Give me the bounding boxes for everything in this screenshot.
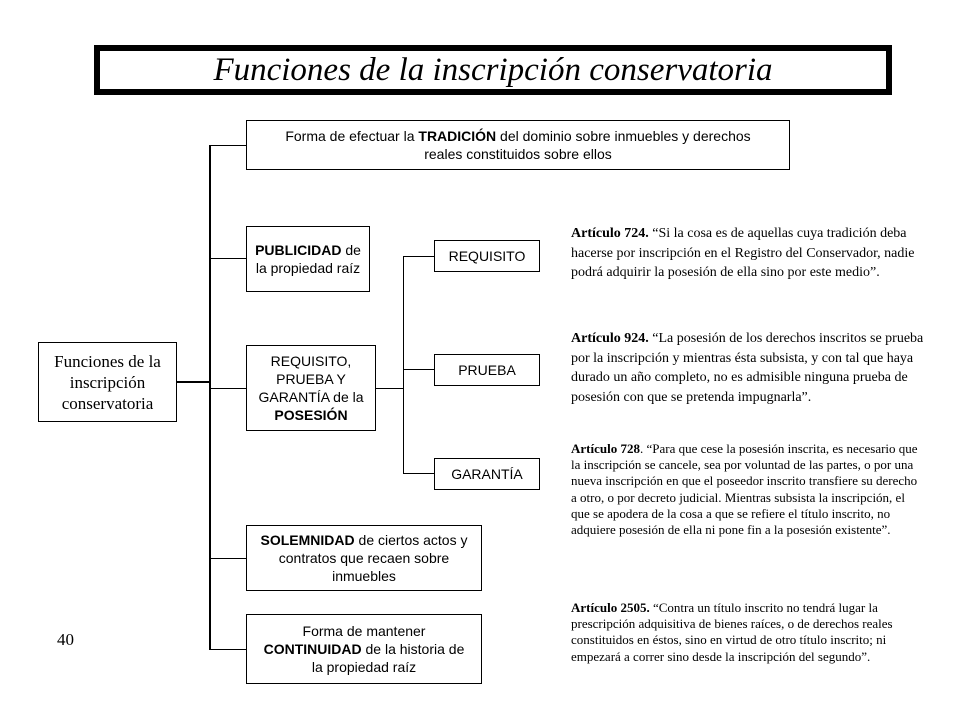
page-title: Funciones de la inscripción conservatoria: [213, 51, 773, 88]
function-label: PUBLICIDAD de la propiedad raíz: [255, 242, 361, 276]
connector-main-trunk: [209, 145, 211, 650]
posesion-node-requisito: [434, 240, 540, 272]
connector-branch-garantia: [403, 473, 435, 474]
connector-branch-publicidad: [209, 258, 247, 259]
posesion-node-garantia: [434, 458, 540, 490]
root-node: [38, 342, 177, 422]
function-label: REQUISITO, PRUEBA Y GARANTÍA de la POSESIÓN: [258, 353, 364, 423]
title-banner: [94, 45, 892, 95]
function-node-solemnidad: [246, 525, 482, 591]
article-728: Artículo 728. “Para que cese la posesión inscrita, es necesario que la inscripción se cancele, sea por voluntad de las partes, o por una nueva inscripción en que el poseedor inscrito transfiere su derecho a otro, o por decreto judicial. Mientras subsista la inscripción, el que se apodera de la cosa a que se refiere el título inscrito, no adquiere posesión de ella ni pone fin a la posesión existente”.: [571, 441, 918, 538]
connector-branch-solemnidad: [209, 558, 247, 559]
connector-posesion-trunk: [403, 256, 404, 474]
connector-root-out: [176, 381, 210, 383]
connector-branch-tradicion: [209, 145, 247, 146]
connector-branch-prueba: [403, 369, 435, 370]
root-node-label: Funciones de la inscripción conservatoria: [54, 351, 161, 413]
function-label: Forma de mantener CONTINUIDAD de la historia de la propiedad raíz: [263, 623, 465, 675]
function-label: SOLEMNIDAD de ciertos actos y contratos que recaen sobre inmuebles: [260, 532, 468, 584]
connector-branch-posesion: [209, 388, 247, 389]
function-node-publicidad: [246, 226, 370, 292]
function-node-continuidad: [246, 614, 482, 684]
article-924: Artículo 924. “La posesión de los derechos inscritos se prueba por la inscripción y mientras ésta subsista, y con tal que haya durado un año completo, no es admisible ninguna prueba de posesión con que se pretenda impugnarla”.: [571, 331, 924, 405]
connector-branch-continuidad: [209, 649, 247, 650]
posesion-node-prueba: [434, 354, 540, 386]
posesion-node-label: GARANTÍA: [451, 466, 523, 482]
function-node-tradicion: [246, 120, 790, 170]
posesion-node-label: PRUEBA: [458, 362, 516, 378]
page-number: 40: [57, 630, 74, 649]
function-node-posesion: [246, 345, 376, 431]
function-label: Forma de efectuar la TRADICIÓN del dominio sobre inmuebles y derechos reales constituidos sobre ellos: [285, 128, 751, 162]
connector-branch-requisito: [403, 256, 435, 257]
connector-posesion-out: [375, 388, 404, 389]
article-724: Artículo 724. “Si la cosa es de aquellas cuya tradición deba hacerse por inscripción en el Registro del Conservador, nadie podrá adquirir la posesión de ella sino por este medio”.: [571, 226, 915, 280]
posesion-node-label: REQUISITO: [448, 248, 526, 264]
article-2505: Artículo 2505. “Contra un título inscrito no tendrá lugar la prescripción adquisitiva de bienes raíces, o de derechos reales constituidos en éstos, sino en virtud de otro título inscrito; ni empezará a correr sino desde la inscripción del segundo”.: [571, 600, 893, 664]
